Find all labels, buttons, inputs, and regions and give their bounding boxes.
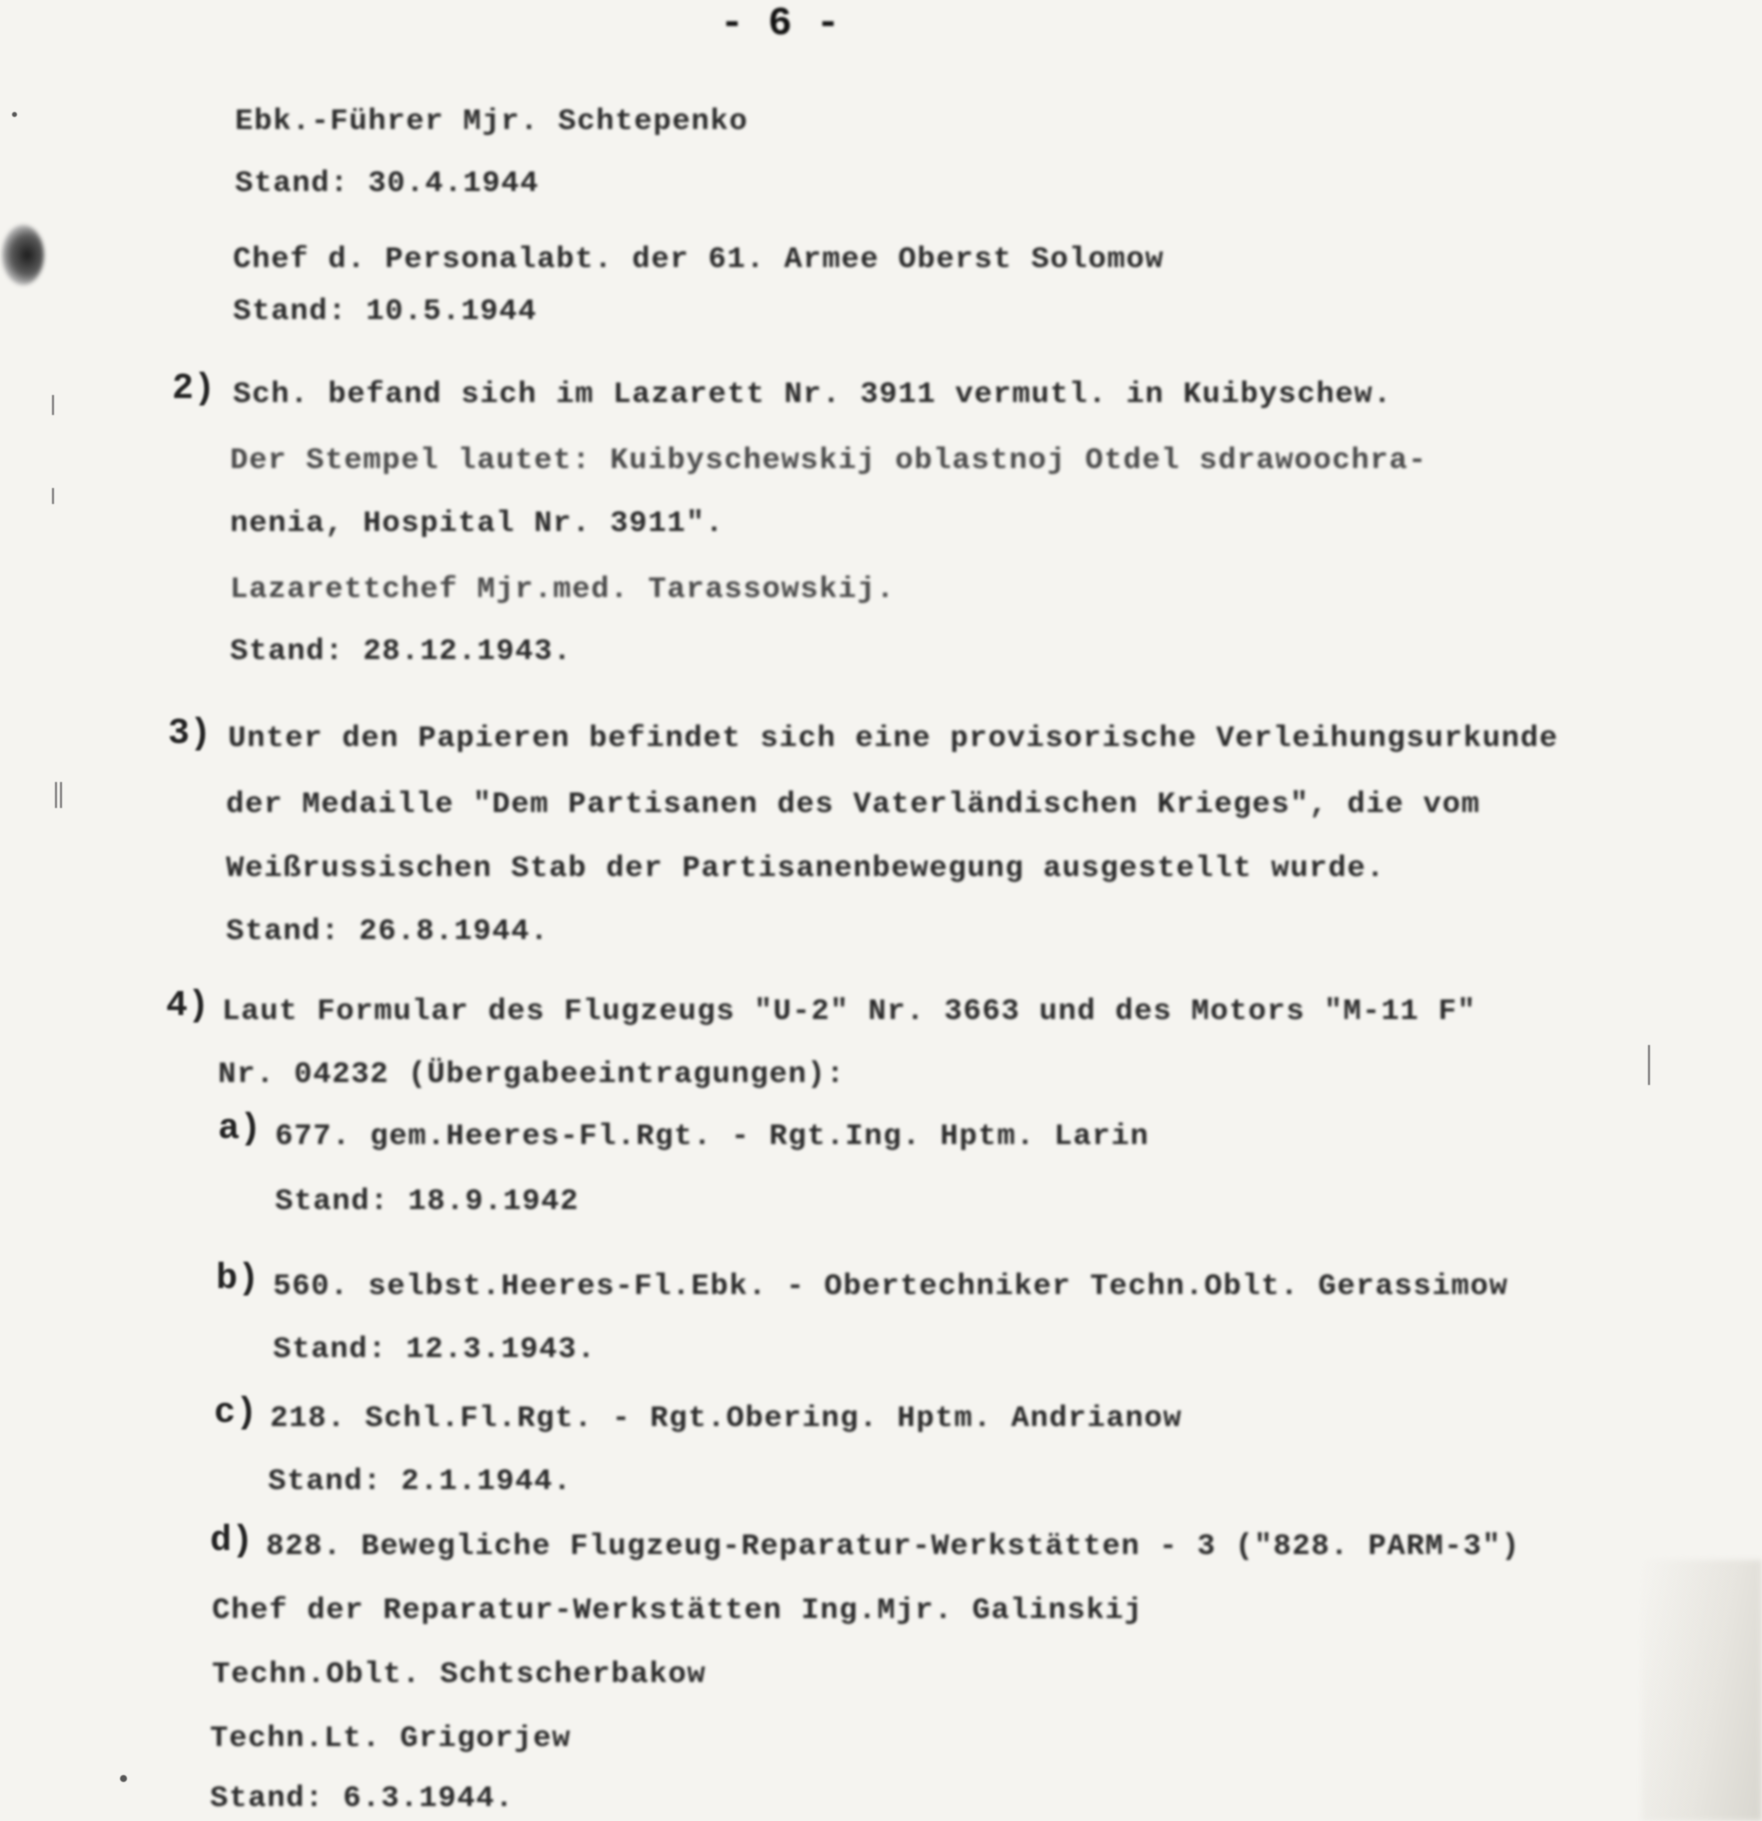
- text-line: Techn.Lt. Grigorjew: [210, 1722, 572, 1756]
- item-marker: 4): [166, 985, 210, 1026]
- text-line: Stand: 12.3.1943.: [273, 1333, 597, 1367]
- paper-edge: [1642, 1560, 1762, 1821]
- punch-hole: [2, 225, 44, 285]
- text-line: Stand: 10.5.1944: [233, 295, 538, 329]
- speck: [52, 488, 54, 504]
- text-line: 677. gem.Heeres-Fl.Rgt. - Rgt.Ing. Hptm. Larin: [275, 1120, 1150, 1154]
- page-number: - 6 -: [720, 2, 841, 47]
- speck: [52, 395, 54, 415]
- text-line: 560. selbst.Heeres-Fl.Ebk. - Obertechniker Techn.Oblt. Gerassimow: [273, 1270, 1509, 1304]
- speck: [12, 112, 17, 117]
- text-line: Stand: 18.9.1942: [275, 1185, 580, 1219]
- item-marker: c): [214, 1392, 258, 1433]
- text-line: Chef d. Personalabt. der 61. Armee Oberst Solomow: [233, 243, 1165, 277]
- text-line: Laut Formular des Flugzeugs "U-2" Nr. 3663 und des Motors "M-11 F": [222, 995, 1477, 1029]
- text-line: Chef der Reparatur-Werkstätten Ing.Mjr. Galinskij: [212, 1594, 1144, 1628]
- speck: [55, 782, 57, 808]
- text-line: nenia, Hospital Nr. 3911".: [230, 507, 725, 541]
- text-line: Unter den Papieren befindet sich eine provisorische Verleihungsurkunde: [228, 722, 1559, 756]
- text-line: 218. Schl.Fl.Rgt. - Rgt.Obering. Hptm. Andrianow: [270, 1402, 1183, 1436]
- text-line: Stand: 2.1.1944.: [268, 1465, 573, 1499]
- text-line: Stand: 6.3.1944.: [210, 1782, 515, 1816]
- text-line: Stand: 30.4.1944: [235, 167, 540, 201]
- speck: [1648, 1045, 1650, 1085]
- text-line: Ebk.-Führer Mjr. Schtepenko: [235, 105, 749, 139]
- speck: [120, 1775, 127, 1782]
- text-line: der Medaille "Dem Partisanen des Vaterländischen Krieges", die vom: [226, 788, 1481, 822]
- item-marker: a): [218, 1108, 262, 1149]
- item-marker: d): [210, 1520, 254, 1561]
- text-line: Techn.Oblt. Schtscherbakow: [212, 1658, 707, 1692]
- item-marker: 2): [172, 368, 216, 409]
- text-line: Stand: 26.8.1944.: [226, 915, 550, 949]
- text-line: Der Stempel lautet: Kuibyschewskij oblastnoj Otdel sdrawoochra-: [230, 444, 1428, 478]
- item-marker: 3): [168, 713, 212, 754]
- text-line: Nr. 04232 (Übergabeeintragungen):: [218, 1058, 846, 1092]
- text-line: Stand: 28.12.1943.: [230, 635, 573, 669]
- speck: [60, 782, 62, 808]
- text-line: Lazarettchef Mjr.med. Tarassowskij.: [230, 573, 896, 607]
- text-line: 828. Bewegliche Flugzeug-Reparatur-Werkstätten - 3 ("828. PARM-3"): [266, 1530, 1521, 1564]
- text-line: Weißrussischen Stab der Partisanenbewegung ausgestellt wurde.: [226, 852, 1386, 886]
- text-line: Sch. befand sich im Lazarett Nr. 3911 vermutl. in Kuibyschew.: [233, 378, 1393, 412]
- item-marker: b): [216, 1258, 260, 1299]
